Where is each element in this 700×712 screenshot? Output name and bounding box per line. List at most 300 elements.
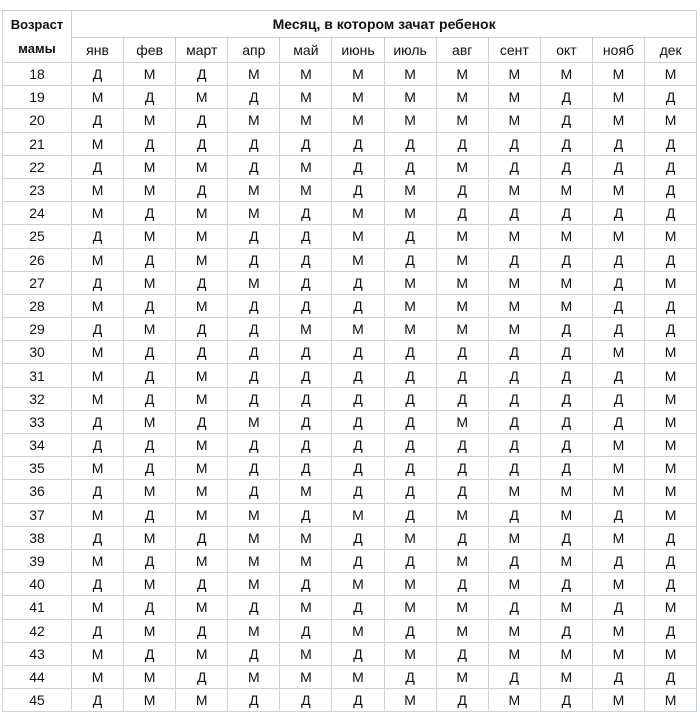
gender-cell: Д bbox=[540, 619, 592, 642]
table-row bbox=[3, 457, 697, 480]
gender-cell: М bbox=[488, 63, 540, 86]
gender-cell: Д bbox=[124, 202, 176, 225]
gender-cell: Д bbox=[228, 457, 280, 480]
gender-cell: Д bbox=[540, 364, 592, 387]
gender-cell: М bbox=[436, 665, 488, 688]
gender-cell: Д bbox=[384, 132, 436, 155]
gender-cell: Д bbox=[280, 248, 332, 271]
gender-cell: Д bbox=[488, 202, 540, 225]
gender-cell: Д bbox=[280, 434, 332, 457]
gender-cell: М bbox=[384, 689, 436, 712]
table-row bbox=[3, 225, 697, 248]
gender-cell: Д bbox=[228, 642, 280, 665]
gender-cell: Д bbox=[540, 410, 592, 433]
gender-cell: М bbox=[488, 271, 540, 294]
gender-cell: Д bbox=[592, 132, 644, 155]
gender-cell: М bbox=[124, 689, 176, 712]
gender-cell: Д bbox=[592, 271, 644, 294]
gender-cell: М bbox=[124, 109, 176, 132]
table-row bbox=[3, 596, 697, 619]
month-header-cell: июль bbox=[384, 38, 436, 63]
gender-cell: М bbox=[228, 271, 280, 294]
gender-cell: М bbox=[332, 665, 384, 688]
gender-cell: М bbox=[384, 109, 436, 132]
gender-cell: Д bbox=[384, 341, 436, 364]
month-header-cell: дек bbox=[645, 38, 697, 63]
table-row bbox=[3, 573, 697, 596]
gender-cell: М bbox=[280, 155, 332, 178]
gender-cell: Д bbox=[592, 364, 644, 387]
gender-cell: Д bbox=[645, 178, 697, 201]
gender-cell: Д bbox=[332, 387, 384, 410]
gender-cell: М bbox=[332, 619, 384, 642]
gender-cell: Д bbox=[384, 434, 436, 457]
conception-month-title: Месяц, в котором зачат ребенок bbox=[72, 11, 697, 38]
gender-cell: Д bbox=[645, 86, 697, 109]
gender-cell: М bbox=[645, 364, 697, 387]
gender-cell: М bbox=[176, 457, 228, 480]
gender-cell: М bbox=[384, 63, 436, 86]
gender-cell: Д bbox=[176, 665, 228, 688]
gender-cell: М bbox=[228, 573, 280, 596]
gender-cell: Д bbox=[72, 619, 124, 642]
table-row bbox=[3, 364, 697, 387]
gender-cell: Д bbox=[228, 480, 280, 503]
gender-cell: М bbox=[228, 549, 280, 572]
gender-cell: М bbox=[280, 318, 332, 341]
mother-age-cell: 37 bbox=[3, 503, 72, 526]
mother-age-cell: 33 bbox=[3, 410, 72, 433]
gender-cell: М bbox=[488, 619, 540, 642]
gender-cell: М bbox=[645, 341, 697, 364]
gender-cell: М bbox=[384, 294, 436, 317]
gender-cell: Д bbox=[280, 457, 332, 480]
gender-cell: М bbox=[384, 526, 436, 549]
gender-cell: М bbox=[592, 109, 644, 132]
gender-cell: М bbox=[72, 457, 124, 480]
table-row bbox=[3, 503, 697, 526]
gender-cell: М bbox=[72, 132, 124, 155]
gender-cell: Д bbox=[488, 155, 540, 178]
gender-cell: Д bbox=[332, 457, 384, 480]
table-body bbox=[3, 63, 697, 712]
gender-cell: М bbox=[228, 665, 280, 688]
gender-cell: М bbox=[332, 573, 384, 596]
gender-cell: М bbox=[592, 178, 644, 201]
gender-cell: М bbox=[436, 410, 488, 433]
table-row bbox=[3, 132, 697, 155]
gender-cell: М bbox=[540, 178, 592, 201]
table-row bbox=[3, 248, 697, 271]
mother-age-cell: 35 bbox=[3, 457, 72, 480]
gender-cell: Д bbox=[488, 387, 540, 410]
gender-cell: Д bbox=[124, 457, 176, 480]
gender-cell: Д bbox=[488, 549, 540, 572]
gender-cell: М bbox=[228, 202, 280, 225]
gender-cell: Д bbox=[436, 434, 488, 457]
gender-cell: М bbox=[176, 642, 228, 665]
gender-cell: М bbox=[436, 63, 488, 86]
gender-cell: М bbox=[72, 387, 124, 410]
gender-cell: Д bbox=[592, 503, 644, 526]
gender-cell: Д bbox=[72, 271, 124, 294]
gender-cell: Д bbox=[72, 410, 124, 433]
gender-cell: М bbox=[332, 202, 384, 225]
gender-cell: Д bbox=[72, 63, 124, 86]
gender-cell: М bbox=[332, 503, 384, 526]
gender-cell: М bbox=[176, 364, 228, 387]
gender-cell: М bbox=[72, 294, 124, 317]
mother-age-header-line2: мамы bbox=[18, 40, 56, 56]
gender-cell: Д bbox=[592, 248, 644, 271]
table-row bbox=[3, 619, 697, 642]
gender-cell: Д bbox=[488, 665, 540, 688]
gender-cell: Д bbox=[540, 434, 592, 457]
mother-age-cell: 22 bbox=[3, 155, 72, 178]
gender-cell: Д bbox=[228, 341, 280, 364]
gender-cell: М bbox=[228, 503, 280, 526]
gender-cell: М bbox=[436, 248, 488, 271]
gender-cell: Д bbox=[436, 526, 488, 549]
gender-cell: Д bbox=[176, 341, 228, 364]
mother-age-cell: 45 bbox=[3, 689, 72, 712]
gender-cell: М bbox=[592, 225, 644, 248]
gender-cell: Д bbox=[332, 526, 384, 549]
gender-cell: Д bbox=[540, 573, 592, 596]
gender-cell: М bbox=[176, 689, 228, 712]
gender-cell: М bbox=[72, 549, 124, 572]
mother-age-cell: 30 bbox=[3, 341, 72, 364]
gender-cell: Д bbox=[280, 410, 332, 433]
gender-cell: М bbox=[540, 642, 592, 665]
gender-cell: М bbox=[592, 526, 644, 549]
month-header-cell: март bbox=[176, 38, 228, 63]
gender-cell: Д bbox=[592, 202, 644, 225]
gender-cell: М bbox=[436, 271, 488, 294]
gender-cell: М bbox=[124, 225, 176, 248]
gender-cell: Д bbox=[592, 549, 644, 572]
gender-cell: Д bbox=[332, 341, 384, 364]
gender-cell: Д bbox=[436, 457, 488, 480]
gender-cell: Д bbox=[176, 526, 228, 549]
gender-cell: Д bbox=[436, 480, 488, 503]
gender-cell: М bbox=[592, 63, 644, 86]
gender-cell: М bbox=[592, 689, 644, 712]
mother-age-cell: 42 bbox=[3, 619, 72, 642]
table-row bbox=[3, 341, 697, 364]
gender-cell: Д bbox=[384, 619, 436, 642]
gender-cell: Д bbox=[540, 689, 592, 712]
gender-cell: Д bbox=[436, 341, 488, 364]
gender-cell: М bbox=[176, 202, 228, 225]
gender-cell: М bbox=[72, 642, 124, 665]
gender-cell: М bbox=[72, 248, 124, 271]
gender-cell: Д bbox=[436, 202, 488, 225]
gender-cell: Д bbox=[645, 318, 697, 341]
gender-cell: Д bbox=[124, 642, 176, 665]
gender-cell: М bbox=[540, 271, 592, 294]
gender-cell: М bbox=[592, 480, 644, 503]
table-row bbox=[3, 642, 697, 665]
mother-age-cell: 24 bbox=[3, 202, 72, 225]
gender-cell: Д bbox=[72, 318, 124, 341]
gender-cell: Д bbox=[540, 248, 592, 271]
gender-cell: М bbox=[645, 689, 697, 712]
gender-cell: М bbox=[540, 596, 592, 619]
mother-age-cell: 34 bbox=[3, 434, 72, 457]
gender-cell: М bbox=[124, 665, 176, 688]
gender-cell: Д bbox=[228, 387, 280, 410]
gender-cell: М bbox=[488, 526, 540, 549]
gender-cell: Д bbox=[228, 86, 280, 109]
mother-age-cell: 27 bbox=[3, 271, 72, 294]
gender-cell: Д bbox=[488, 503, 540, 526]
table-row bbox=[3, 155, 697, 178]
gender-cell: Д bbox=[645, 202, 697, 225]
table-row bbox=[3, 387, 697, 410]
gender-cell: Д bbox=[228, 689, 280, 712]
gender-cell: Д bbox=[176, 132, 228, 155]
gender-cell: Д bbox=[436, 364, 488, 387]
gender-cell: Д bbox=[540, 202, 592, 225]
gender-cell: М bbox=[592, 341, 644, 364]
month-header-cell: апр bbox=[228, 38, 280, 63]
gender-cell: Д bbox=[488, 341, 540, 364]
table-row bbox=[3, 318, 697, 341]
gender-cell: М bbox=[280, 596, 332, 619]
gender-cell: М bbox=[488, 178, 540, 201]
gender-cell: М bbox=[280, 549, 332, 572]
gender-cell: Д bbox=[72, 689, 124, 712]
gender-cell: М bbox=[384, 202, 436, 225]
gender-cell: М bbox=[488, 294, 540, 317]
gender-cell: М bbox=[176, 225, 228, 248]
gender-cell: М bbox=[384, 642, 436, 665]
gender-cell: Д bbox=[332, 155, 384, 178]
gender-cell: Д bbox=[384, 225, 436, 248]
gender-cell: М bbox=[280, 86, 332, 109]
gender-cell: Д bbox=[332, 549, 384, 572]
gender-cell: М bbox=[592, 573, 644, 596]
gender-cell: Д bbox=[72, 480, 124, 503]
mother-age-header bbox=[3, 11, 72, 63]
gender-cell: Д bbox=[332, 410, 384, 433]
gender-cell: Д bbox=[645, 619, 697, 642]
gender-cell: М bbox=[72, 503, 124, 526]
mother-age-cell: 28 bbox=[3, 294, 72, 317]
gender-cell: Д bbox=[384, 155, 436, 178]
mother-age-cell: 26 bbox=[3, 248, 72, 271]
gender-cell: Д bbox=[332, 689, 384, 712]
gender-cell: М bbox=[592, 619, 644, 642]
gender-cell: М bbox=[332, 248, 384, 271]
gender-cell: М bbox=[124, 480, 176, 503]
table-row bbox=[3, 689, 697, 712]
gender-cell: Д bbox=[540, 86, 592, 109]
gender-cell: М bbox=[488, 86, 540, 109]
gender-cell: Д bbox=[384, 503, 436, 526]
gender-cell: Д bbox=[488, 596, 540, 619]
gender-cell: Д bbox=[645, 132, 697, 155]
gender-cell: М bbox=[72, 202, 124, 225]
gender-cell: М bbox=[176, 387, 228, 410]
gender-cell: Д bbox=[280, 387, 332, 410]
gender-cell: Д bbox=[72, 109, 124, 132]
gender-cell: М bbox=[436, 109, 488, 132]
gender-cell: М bbox=[436, 549, 488, 572]
gender-cell: М bbox=[280, 480, 332, 503]
gender-cell: Д bbox=[488, 132, 540, 155]
gender-cell: Д bbox=[124, 434, 176, 457]
gender-cell: Д bbox=[592, 410, 644, 433]
gender-cell: М bbox=[488, 480, 540, 503]
gender-cell: Д bbox=[645, 665, 697, 688]
mother-age-cell: 43 bbox=[3, 642, 72, 665]
gender-cell: Д bbox=[280, 689, 332, 712]
gender-cell: М bbox=[592, 642, 644, 665]
gender-cell: Д bbox=[280, 619, 332, 642]
gender-cell: Д bbox=[540, 526, 592, 549]
gender-cell: Д bbox=[488, 248, 540, 271]
gender-cell: Д bbox=[384, 248, 436, 271]
month-header-cell: янв bbox=[72, 38, 124, 63]
gender-cell: М bbox=[124, 410, 176, 433]
gender-cell: Д bbox=[72, 434, 124, 457]
gender-cell: Д bbox=[176, 410, 228, 433]
gender-cell: Д bbox=[592, 155, 644, 178]
gender-cell: Д bbox=[280, 503, 332, 526]
gender-cell: М bbox=[645, 457, 697, 480]
gender-cell: М bbox=[228, 63, 280, 86]
month-header-row bbox=[3, 38, 697, 63]
gender-cell: М bbox=[645, 596, 697, 619]
gender-cell: Д bbox=[384, 665, 436, 688]
gender-cell: М bbox=[124, 573, 176, 596]
gender-cell: М bbox=[332, 109, 384, 132]
gender-cell: М bbox=[436, 294, 488, 317]
gender-cell: Д bbox=[332, 294, 384, 317]
gender-cell: Д bbox=[488, 410, 540, 433]
gender-cell: Д bbox=[228, 318, 280, 341]
gender-cell: М bbox=[436, 86, 488, 109]
gender-cell: Д bbox=[280, 202, 332, 225]
gender-cell: М bbox=[488, 689, 540, 712]
table-row bbox=[3, 86, 697, 109]
gender-cell: М bbox=[488, 109, 540, 132]
month-header-cell: окт bbox=[540, 38, 592, 63]
gender-cell: Д bbox=[124, 549, 176, 572]
gender-cell: М bbox=[72, 596, 124, 619]
gender-cell: Д bbox=[124, 341, 176, 364]
gender-cell: М bbox=[540, 63, 592, 86]
gender-cell: Д bbox=[228, 248, 280, 271]
gender-cell: Д bbox=[332, 642, 384, 665]
gender-cell: М bbox=[436, 155, 488, 178]
gender-cell: Д bbox=[124, 86, 176, 109]
gender-cell: М bbox=[436, 596, 488, 619]
gender-cell: Д bbox=[280, 132, 332, 155]
gender-cell: М bbox=[280, 63, 332, 86]
gender-cell: М bbox=[592, 434, 644, 457]
gender-cell: Д bbox=[124, 132, 176, 155]
gender-cell: М bbox=[124, 318, 176, 341]
mother-age-cell: 29 bbox=[3, 318, 72, 341]
gender-cell: Д bbox=[332, 480, 384, 503]
gender-cell: Д bbox=[436, 132, 488, 155]
mother-age-cell: 23 bbox=[3, 178, 72, 201]
gender-cell: М bbox=[384, 573, 436, 596]
gender-cell: М bbox=[436, 619, 488, 642]
gender-cell: М bbox=[540, 665, 592, 688]
gender-cell: М bbox=[176, 480, 228, 503]
gender-cell: М bbox=[645, 225, 697, 248]
gender-cell: Д bbox=[280, 573, 332, 596]
gender-cell: Д bbox=[124, 503, 176, 526]
gender-cell: М bbox=[645, 410, 697, 433]
gender-cell: Д bbox=[176, 109, 228, 132]
table-row bbox=[3, 434, 697, 457]
gender-cell: Д bbox=[280, 341, 332, 364]
gender-cell: М bbox=[228, 109, 280, 132]
gender-cell: Д bbox=[332, 364, 384, 387]
gender-cell: Д bbox=[592, 665, 644, 688]
mother-age-cell: 20 bbox=[3, 109, 72, 132]
gender-cell: М bbox=[592, 457, 644, 480]
gender-cell: М bbox=[384, 596, 436, 619]
gender-cell: М bbox=[280, 109, 332, 132]
gender-cell: Д bbox=[436, 387, 488, 410]
month-header-cell: фев bbox=[124, 38, 176, 63]
gender-cell: Д bbox=[384, 457, 436, 480]
gender-cell: Д bbox=[540, 109, 592, 132]
gender-cell: М bbox=[280, 178, 332, 201]
gender-cell: Д bbox=[436, 689, 488, 712]
gender-cell: Д bbox=[645, 573, 697, 596]
gender-cell: Д bbox=[540, 318, 592, 341]
gender-cell: Д bbox=[645, 248, 697, 271]
mother-age-cell: 38 bbox=[3, 526, 72, 549]
table-row bbox=[3, 480, 697, 503]
gender-cell: М bbox=[540, 503, 592, 526]
gender-cell: Д bbox=[280, 294, 332, 317]
mother-age-cell: 19 bbox=[3, 86, 72, 109]
table-row bbox=[3, 271, 697, 294]
month-header-cell: авг bbox=[436, 38, 488, 63]
gender-cell: Д bbox=[72, 526, 124, 549]
gender-cell: М bbox=[436, 318, 488, 341]
gender-cell: Д bbox=[228, 132, 280, 155]
gender-cell: Д bbox=[332, 434, 384, 457]
table-row bbox=[3, 665, 697, 688]
gender-cell: Д bbox=[228, 364, 280, 387]
gender-cell: М bbox=[384, 318, 436, 341]
gender-cell: М bbox=[540, 480, 592, 503]
gender-cell: М bbox=[540, 549, 592, 572]
gender-cell: М bbox=[645, 434, 697, 457]
gender-cell: Д bbox=[124, 596, 176, 619]
gender-cell: Д bbox=[645, 294, 697, 317]
gender-cell: М bbox=[228, 619, 280, 642]
gender-cell: М bbox=[280, 642, 332, 665]
mother-age-cell: 36 bbox=[3, 480, 72, 503]
gender-cell: М bbox=[645, 109, 697, 132]
gender-cell: М bbox=[645, 503, 697, 526]
gender-cell: Д bbox=[488, 434, 540, 457]
gender-cell: Д bbox=[332, 178, 384, 201]
gender-cell: М bbox=[645, 642, 697, 665]
gender-prediction-table bbox=[2, 10, 697, 712]
gender-cell: Д bbox=[436, 178, 488, 201]
